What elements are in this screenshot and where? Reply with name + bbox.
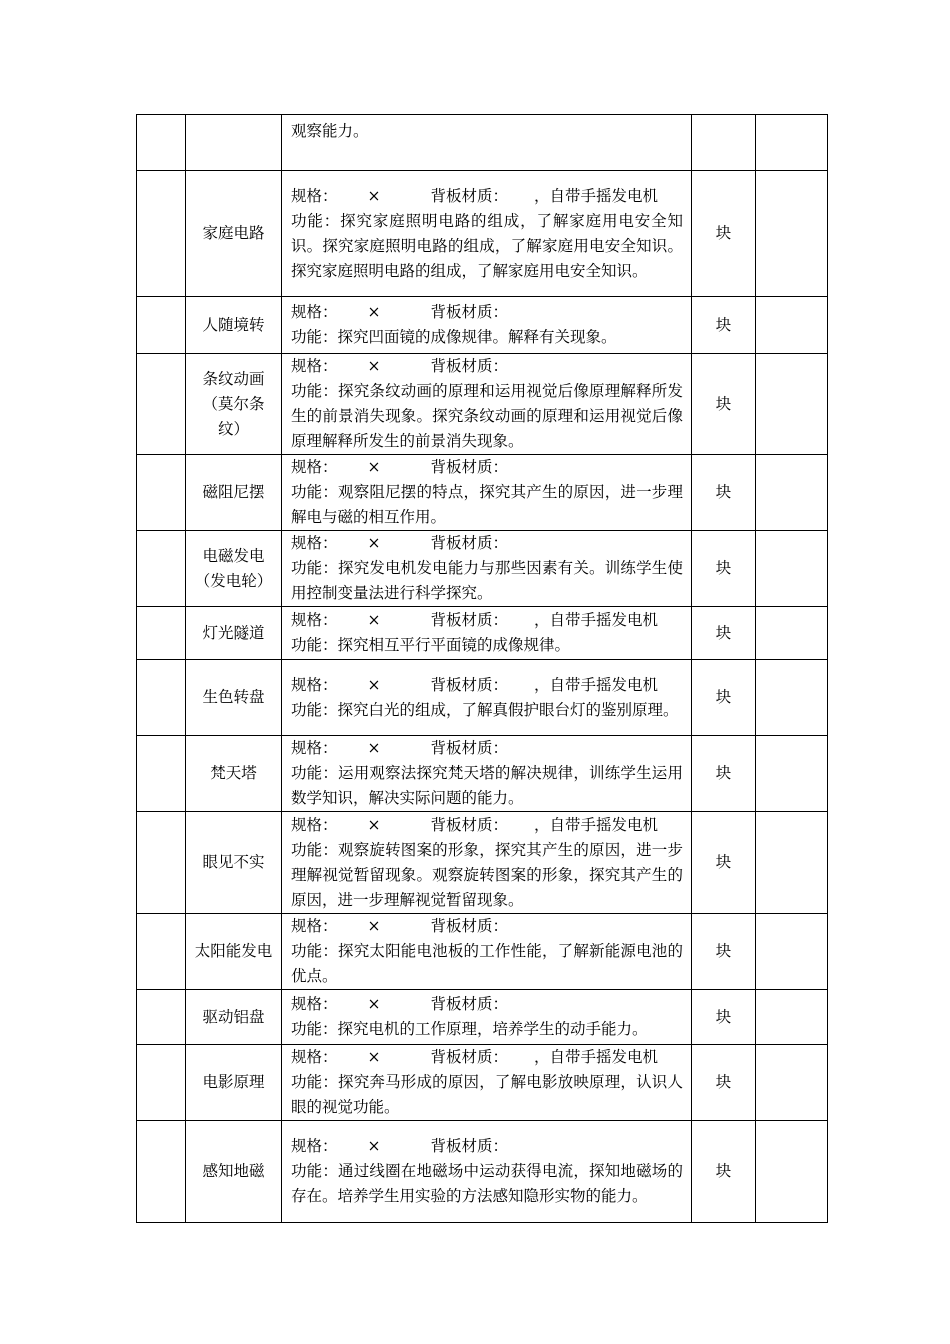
description-cell: [282, 115, 692, 171]
item-name-cell: 生色转盘: [186, 660, 282, 736]
generator-note: ，自带手摇发电机: [534, 611, 659, 629]
function-text: 功能：探究相互平行平面镜的成像规律。: [291, 636, 571, 654]
table-row: [137, 990, 828, 1045]
material-label: 背板材质：: [430, 675, 509, 694]
description-cell: [282, 354, 692, 455]
function-text: 功能：探究家庭照明电路的组成，了解家庭用电安全知识。探究家庭照明电路的组成，了解家庭用电安全知识。探究家庭照明电路的组成，了解家庭用电安全知识。: [291, 211, 683, 280]
unit-cell: 块: [692, 354, 756, 455]
quantity-cell: [756, 531, 828, 607]
description-cell: [282, 914, 692, 990]
unit-cell: 块: [692, 297, 756, 354]
table-row: [137, 914, 828, 990]
index-cell: [137, 531, 186, 607]
item-name-cell: 驱动铝盘: [186, 990, 282, 1045]
spec-times: ×: [367, 917, 381, 935]
table-row: [137, 1121, 828, 1223]
spec-label: 规格：: [291, 917, 338, 935]
material-label: 背板材质：: [430, 1048, 509, 1066]
function-text: 功能：通过线圈在地磁场中运动获得电流，探知地磁场的存在。培养学生用实验的方法感知隐形实物的能力。: [291, 1162, 683, 1205]
item-name-cell: 家庭电路: [186, 171, 282, 297]
spec-line: [291, 300, 683, 325]
material-label: 背板材质：: [430, 303, 509, 321]
index-cell: [137, 914, 186, 990]
index-cell: [137, 812, 186, 914]
generator-note: ，自带手摇发电机: [534, 815, 659, 834]
spec-label: 规格：: [291, 611, 338, 629]
spec-label: 规格：: [291, 186, 338, 205]
spec-times: ×: [367, 1137, 381, 1155]
spec-line: [291, 1045, 683, 1070]
unit-cell: 块: [692, 660, 756, 736]
item-name-cell: 电磁发电（发电轮）: [186, 531, 282, 607]
quantity-cell: [756, 354, 828, 455]
item-name-cell: 梵天塔: [186, 736, 282, 812]
index-cell: [137, 736, 186, 812]
spec-times: ×: [367, 534, 381, 552]
quantity-cell: [756, 812, 828, 914]
spec-label: 规格：: [291, 815, 338, 834]
item-name-cell: 眼见不实: [186, 812, 282, 914]
description-cell: [282, 531, 692, 607]
quantity-cell: [756, 297, 828, 354]
index-cell: [137, 455, 186, 531]
equipment-table: [136, 114, 828, 1223]
description-cell: [282, 990, 692, 1045]
quantity-cell: [756, 1121, 828, 1223]
table-row: [137, 531, 828, 607]
item-name-cell: 太阳能发电: [186, 914, 282, 990]
spec-label: 规格：: [291, 303, 338, 321]
item-name-cell: 感知地磁: [186, 1121, 282, 1223]
unit-cell: 块: [692, 455, 756, 531]
quantity-cell: [756, 1045, 828, 1121]
material-label: 背板材质：: [430, 186, 509, 205]
spec-line: [291, 992, 683, 1017]
function-text: 功能：探究奔马形成的原因，了解电影放映原理，认识人眼的视觉功能。: [291, 1073, 683, 1116]
spec-label: 规格：: [291, 1137, 338, 1155]
index-cell: [137, 171, 186, 297]
table-row: [137, 297, 828, 354]
spec-line: [291, 354, 683, 379]
spec-times: ×: [367, 739, 381, 757]
function-text: 功能：探究凹面镜的成像规律。解释有关现象。: [291, 328, 617, 346]
quantity-cell: [756, 914, 828, 990]
material-label: 背板材质：: [430, 917, 509, 935]
spec-times: ×: [367, 186, 381, 205]
function-text: 功能：探究条纹动画的原理和运用视觉后像原理解释所发生的前景消失现象。探究条纹动画的原理和运用视觉后像原理解释所发生的前景消失现象。: [291, 382, 683, 450]
index-cell: [137, 1045, 186, 1121]
index-cell: [137, 1121, 186, 1223]
function-text: 功能：探究白光的组成，了解真假护眼台灯的鉴别原理。: [291, 700, 679, 719]
spec-label: 规格：: [291, 458, 338, 476]
table-row: [137, 736, 828, 812]
unit-cell: 块: [692, 914, 756, 990]
spec-line: [291, 813, 683, 838]
material-label: 背板材质：: [430, 995, 509, 1013]
unit-cell: 块: [692, 736, 756, 812]
index-cell: [137, 990, 186, 1045]
index-cell: [137, 607, 186, 660]
description-cell: [282, 736, 692, 812]
function-text: 功能：探究发电机发电能力与那些因素有关。训练学生使用控制变量法进行科学探究。: [291, 559, 683, 602]
spec-line: [291, 736, 683, 761]
spec-line: [291, 914, 683, 939]
spec-times: ×: [367, 995, 381, 1013]
unit-cell: 块: [692, 607, 756, 660]
spec-line: [291, 531, 683, 556]
function-text: 观察能力。: [291, 122, 369, 140]
unit-cell: 块: [692, 812, 756, 914]
item-name-cell: 灯光隧道: [186, 607, 282, 660]
quantity-cell: [756, 171, 828, 297]
table-row: [137, 1045, 828, 1121]
function-text: 功能：探究电机的工作原理，培养学生的动手能力。: [291, 1020, 648, 1038]
description-cell: [282, 660, 692, 736]
unit-cell: 块: [692, 1121, 756, 1223]
spec-label: 规格：: [291, 675, 338, 694]
quantity-cell: [756, 115, 828, 171]
table-row: [137, 660, 828, 736]
quantity-cell: [756, 736, 828, 812]
spec-label: 规格：: [291, 1048, 338, 1066]
function-text: 功能：观察旋转图案的形象，探究其产生的原因，进一步理解视觉暂留现象。观察旋转图案的形象，探究其产生的原因，进一步理解视觉暂留现象。: [291, 840, 683, 909]
description-cell: [282, 607, 692, 660]
material-label: 背板材质：: [430, 815, 509, 834]
spec-line: [291, 608, 683, 633]
table-row: [137, 171, 828, 297]
index-cell: [137, 660, 186, 736]
spec-times: ×: [367, 1048, 381, 1066]
item-name-cell: 条纹动画（莫尔条纹）: [186, 354, 282, 455]
generator-note: ，自带手摇发电机: [534, 675, 659, 694]
spec-label: 规格：: [291, 995, 338, 1013]
equipment-table-body: [137, 115, 828, 1223]
table-row: [137, 455, 828, 531]
item-name-cell: 磁阻尼摆: [186, 455, 282, 531]
table-row: [137, 607, 828, 660]
description-cell: [282, 1121, 692, 1223]
spec-line: [291, 184, 683, 209]
function-text: 功能：观察阻尼摆的特点，探究其产生的原因，进一步理解电与磁的相互作用。: [291, 483, 683, 526]
quantity-cell: [756, 990, 828, 1045]
material-label: 背板材质：: [430, 357, 509, 375]
table-row: [137, 354, 828, 455]
description-cell: [282, 455, 692, 531]
spec-times: ×: [367, 611, 381, 629]
index-cell: [137, 354, 186, 455]
quantity-cell: [756, 660, 828, 736]
spec-times: ×: [367, 675, 381, 694]
unit-cell: 块: [692, 171, 756, 297]
material-label: 背板材质：: [430, 739, 509, 757]
item-name-cell: [186, 115, 282, 171]
spec-label: 规格：: [291, 739, 338, 757]
unit-cell: 块: [692, 1045, 756, 1121]
material-label: 背板材质：: [430, 534, 509, 552]
spec-times: ×: [367, 303, 381, 321]
material-label: 背板材质：: [430, 1137, 509, 1155]
quantity-cell: [756, 455, 828, 531]
table-row: [137, 812, 828, 914]
spec-times: ×: [367, 815, 381, 834]
spec-line: [291, 455, 683, 480]
generator-note: ，自带手摇发电机: [534, 186, 659, 205]
material-label: 背板材质：: [430, 611, 509, 629]
spec-label: 规格：: [291, 534, 338, 552]
item-name-cell: 电影原理: [186, 1045, 282, 1121]
function-text: 功能：运用观察法探究梵天塔的解决规律，训练学生运用数学知识，解决实际问题的能力。: [291, 764, 683, 807]
function-text: 功能：探究太阳能电池板的工作性能，了解新能源电池的优点。: [291, 942, 683, 985]
spec-line: [291, 673, 683, 698]
material-label: 背板材质：: [430, 458, 509, 476]
spec-times: ×: [367, 357, 381, 375]
generator-note: ，自带手摇发电机: [534, 1048, 659, 1066]
description-cell: [282, 812, 692, 914]
index-cell: [137, 297, 186, 354]
description-cell: [282, 171, 692, 297]
table-row: [137, 115, 828, 171]
quantity-cell: [756, 607, 828, 660]
item-name-cell: 人随境转: [186, 297, 282, 354]
spec-line: [291, 1134, 683, 1159]
index-cell: [137, 115, 186, 171]
description-cell: [282, 297, 692, 354]
unit-cell: [692, 115, 756, 171]
unit-cell: 块: [692, 531, 756, 607]
spec-times: ×: [367, 458, 381, 476]
description-cell: [282, 1045, 692, 1121]
spec-label: 规格：: [291, 357, 338, 375]
unit-cell: 块: [692, 990, 756, 1045]
